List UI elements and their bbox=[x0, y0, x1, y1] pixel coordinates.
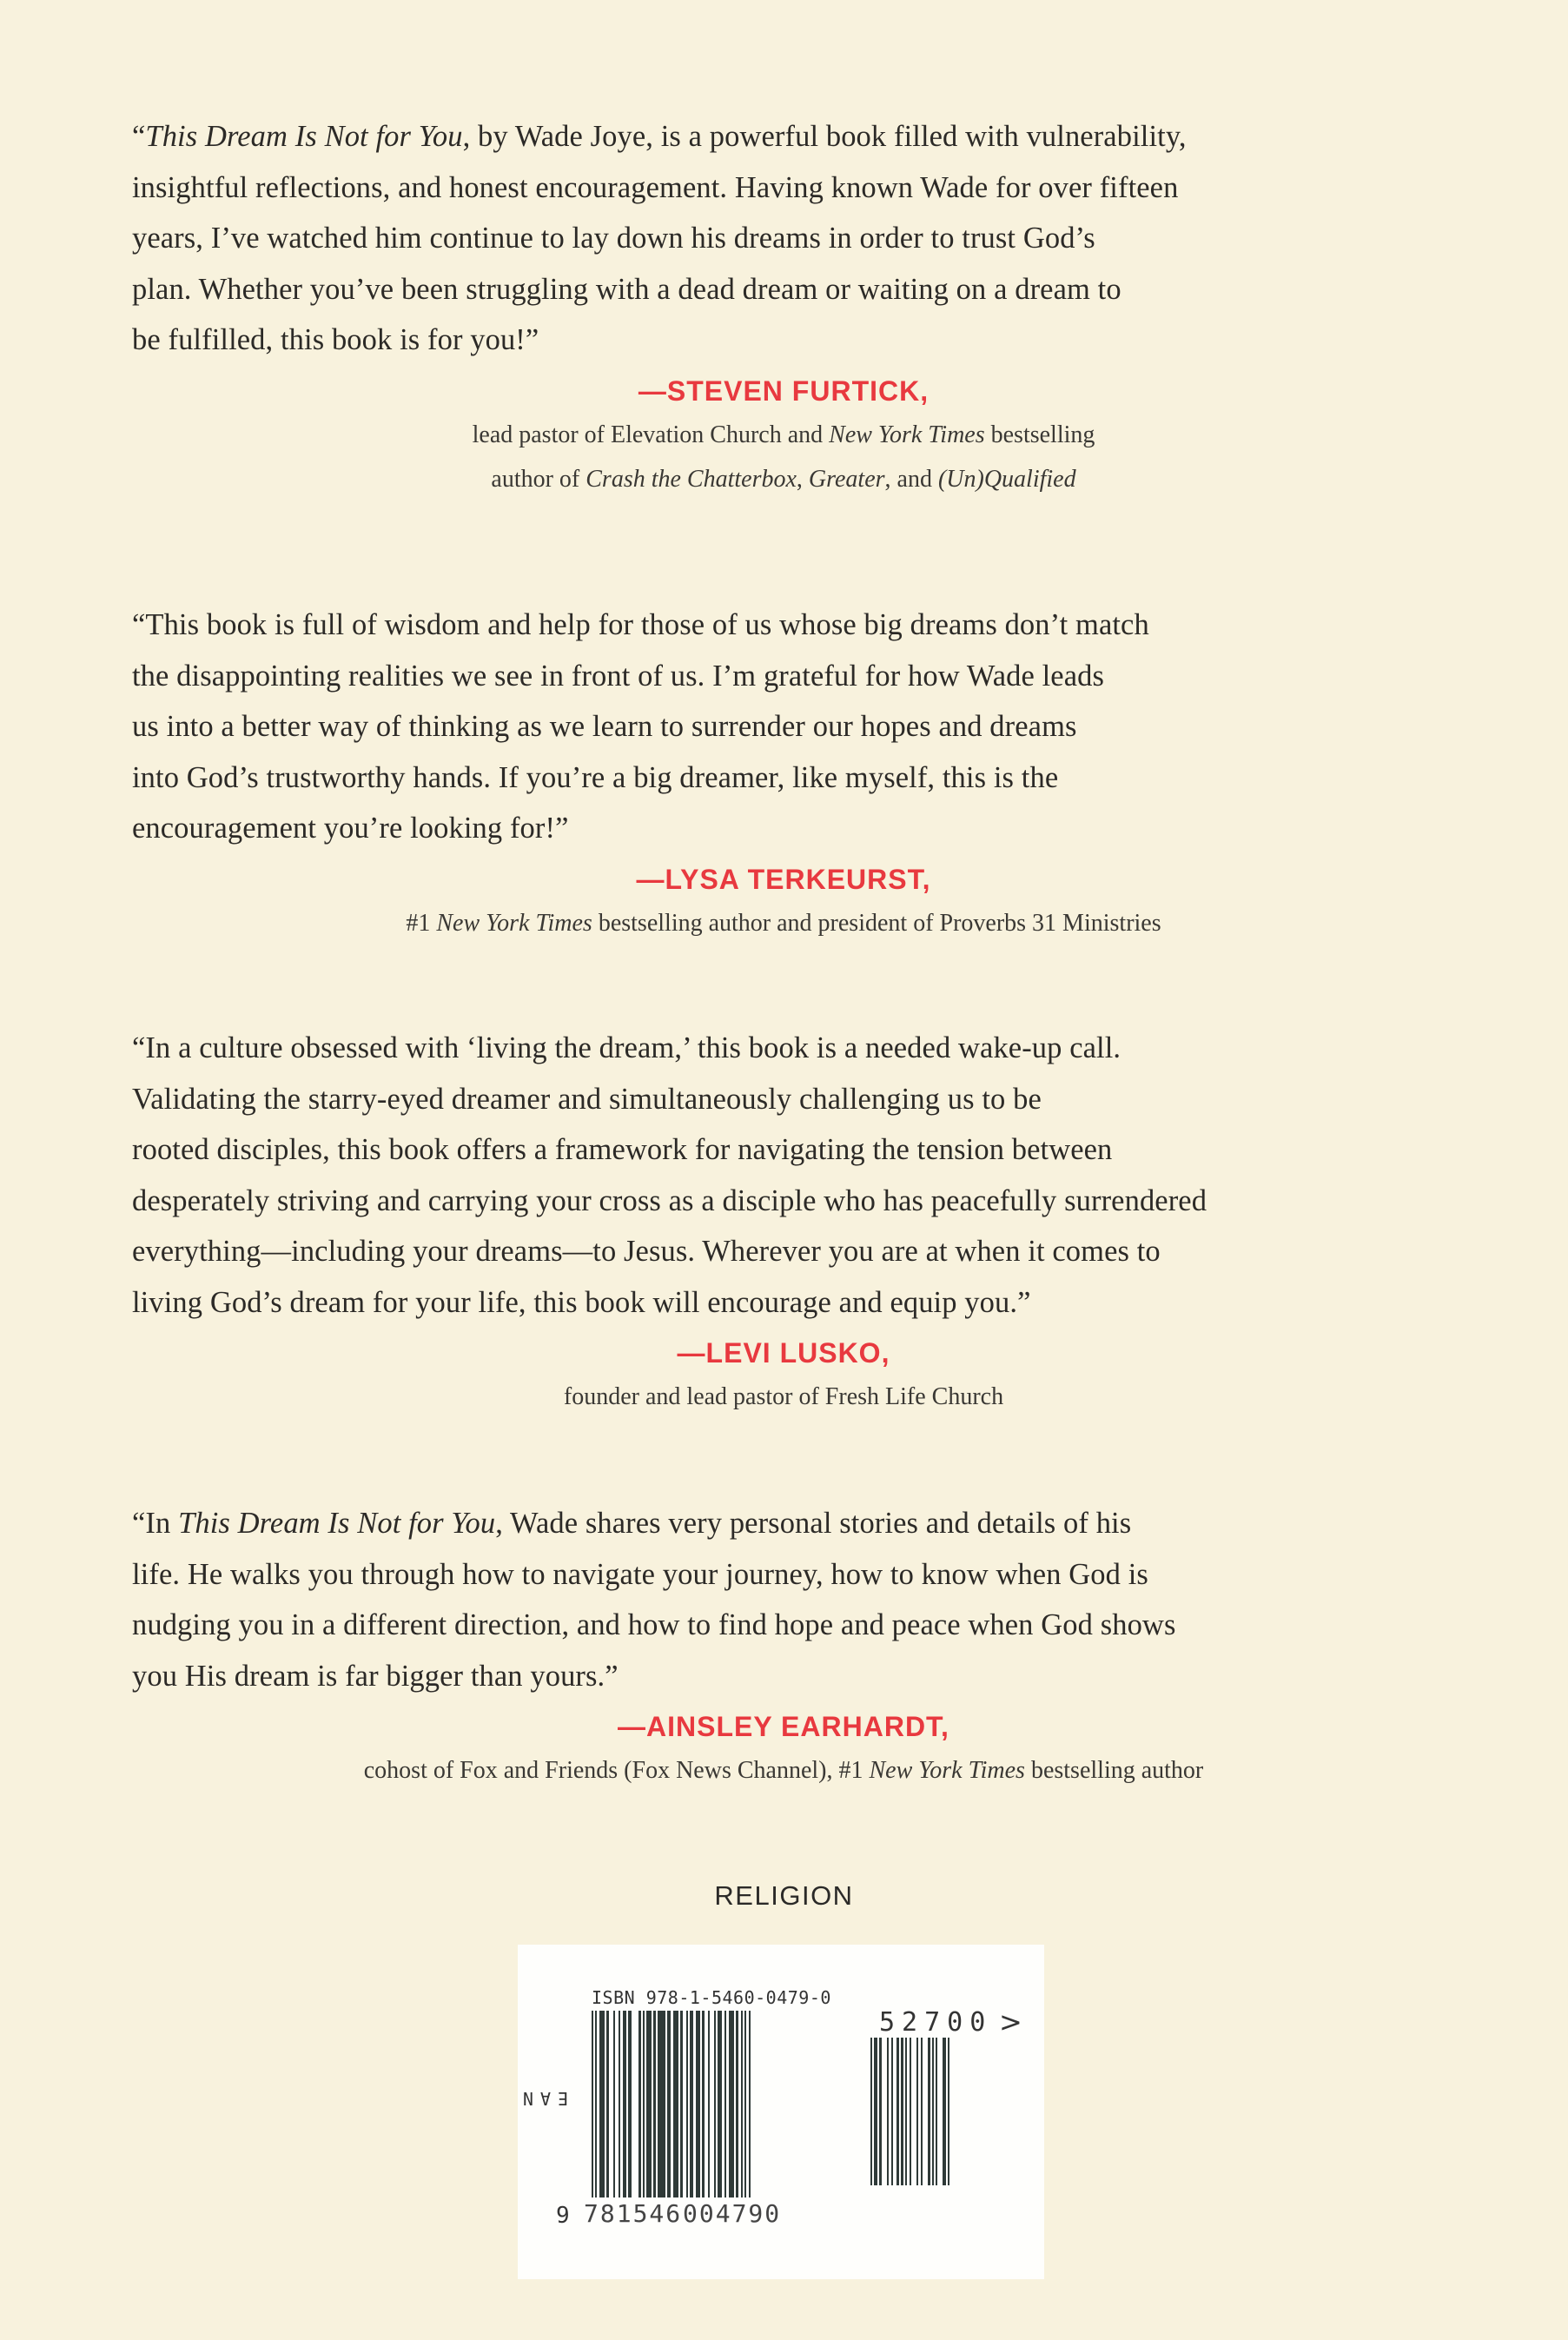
blurb-quote: “In a culture obsessed with ‘living the dream,’ this book is a needed wake-up call. Validating the starry-eyed dreamer and simultaneously challenging us to be rooted disciples, this book offers a framework for navigating the tension between desperately striving and carrying your cross as a disciple who has peacefully surrendered everything—including your dreams—to Jesus. Wherever you are at when it comes to living God’s dream for your life, this book will encourage and equip you.” bbox=[132, 1031, 1207, 1319]
ean-first-digit: 9 bbox=[556, 2203, 570, 2229]
blurb-role: lead pastor of Elevation Church and New York Times bestselling author of Crash the Chatterbox, Greater, and (Un)Qualified bbox=[472, 421, 1095, 493]
category-label: RELIGION bbox=[714, 1880, 854, 1911]
blurb-role: cohost of Fox and Friends (Fox News Channel), #1 New York Times bestselling author bbox=[363, 1757, 1204, 1784]
blurb-quote: “This book is full of wisdom and help for those of us whose big dreams don’t match the disappointing realities we see in front of us. I’m grateful for how Wade leads us into a better way of thinking as we learn to surrender our hopes and dreams into God’s trustworthy hands. If you’re a big dreamer, like myself, this is the encouragement you’re looking for!” bbox=[132, 608, 1149, 845]
blurb-quote: “This Dream Is Not for You, by Wade Joye, is a powerful book filled with vulnerability, insightful reflections, and honest encouragement. Having known Wade for over fifteen years, I’ve watched him continue to lay down his dreams in order to trust God’s plan. Whether you’ve been struggling with a dead dream or waiting on a dream to be fulfilled, this book is for you!” bbox=[132, 120, 1187, 356]
blurb-ainsley-earhardt bbox=[132, 1498, 1435, 1793]
blurb-levi-lusko bbox=[132, 1023, 1435, 1419]
blurb-lysa-terkeurst bbox=[132, 600, 1435, 945]
ean-right-digits: 004790 bbox=[683, 2199, 782, 2228]
price-code: 52700 bbox=[879, 2007, 993, 2038]
price-addon-barcode bbox=[870, 2038, 973, 2185]
blurb-steven-furtick bbox=[132, 111, 1435, 501]
ean-label: EAN bbox=[515, 2088, 569, 2110]
blurb-attribution: —LYSA TERKEURST, bbox=[636, 863, 931, 895]
ean-barcode bbox=[592, 2011, 809, 2197]
blurb-attribution: —STEVEN FURTICK, bbox=[638, 375, 930, 407]
ean-left-digits: 781546 bbox=[584, 2199, 683, 2228]
blurb-attribution: —LEVI LUSKO, bbox=[677, 1337, 890, 1369]
blurb-quote: “In This Dream Is Not for You, Wade shares very personal stories and details of his life. He walks you through how to navigate your journey, how to know when God is nudging you in a different direction, and how to find hope and peace when God shows you His dream is far bigger than yours.” bbox=[132, 1507, 1176, 1693]
price-arrow-icon: > bbox=[999, 2005, 1022, 2038]
blurb-role: founder and lead pastor of Fresh Life Church bbox=[563, 1383, 1004, 1410]
blurb-attribution: —AINSLEY EARHARDT, bbox=[618, 1711, 949, 1742]
isbn-label: ISBN 978-1-5460-0479-0 bbox=[592, 1987, 831, 2008]
blurb-role: #1 New York Times bestselling author and president of Proverbs 31 Ministries bbox=[406, 909, 1161, 937]
